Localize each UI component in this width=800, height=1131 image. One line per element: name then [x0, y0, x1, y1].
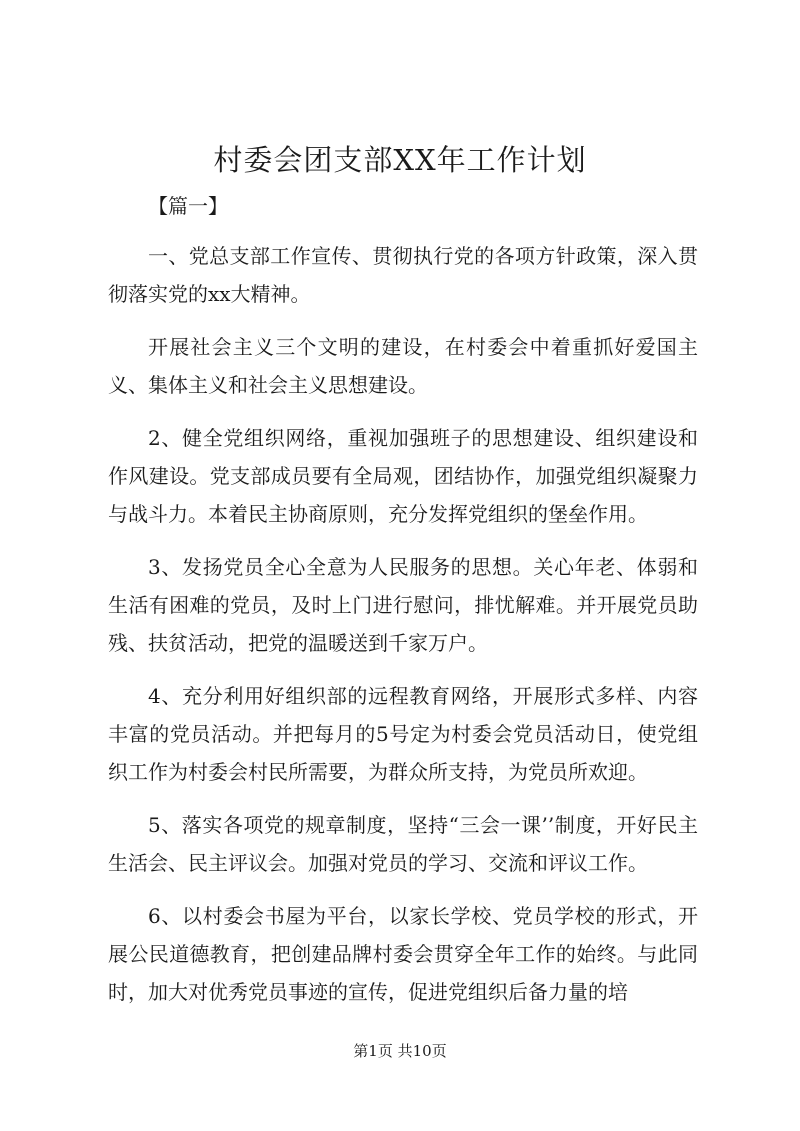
- section-heading: 【篇一】: [148, 194, 228, 218]
- paragraph-2: 开展社会主义三个文明的建设，在村委会中着重抓好爱国主义、集体主义和社会主义思想建设。: [108, 335, 698, 397]
- page-number-footer: 第1页 共10页: [353, 1042, 447, 1060]
- document-body: [108, 191, 698, 1011]
- paragraph-1: 一、党总支部工作宣传、贯彻执行党的各项方针政策，深入贯彻落实党的xx大精神。: [108, 244, 698, 306]
- paragraph-3: 2、健全党组织网络，重视加强班子的思想建设、组织建设和作风建设。党支部成员要有全局观，团结协作，加强党组织凝聚力与战斗力。本着民主协商原则，充分发挥党组织的堡垒作用。: [108, 426, 698, 526]
- paragraph-5: 4、充分利用好组织部的远程教育网络，开展形式多样、内容丰富的党员活动。并把每月的5号定为村委会党员活动日，使党组织工作为村委会村民所需要，为群众所支持，为党员所欢迎。: [108, 684, 698, 784]
- document-title: 村委会团支部XX年工作计划: [213, 143, 587, 177]
- paragraph-4: 3、发扬党员全心全意为人民服务的思想。关心年老、体弱和生活有困难的党员，及时上门进行慰问，排忧解难。并开展党员助残、扶贫活动，把党的温暖送到千家万户。: [108, 555, 698, 655]
- paragraph-7: 6、以村委会书屋为平台，以家长学校、党员学校的形式，开展公民道德教育，把创建品牌村委会贯穿全年工作的始终。与此同时，加大对优秀党员事迹的宣传，促进党组织后备力量的培: [108, 904, 698, 1004]
- paragraph-6: 5、落实各项党的规章制度，坚持“三会一课’’制度，开好民主生活会、民主评议会。加强对党员的学习、交流和评议工作。: [108, 813, 698, 875]
